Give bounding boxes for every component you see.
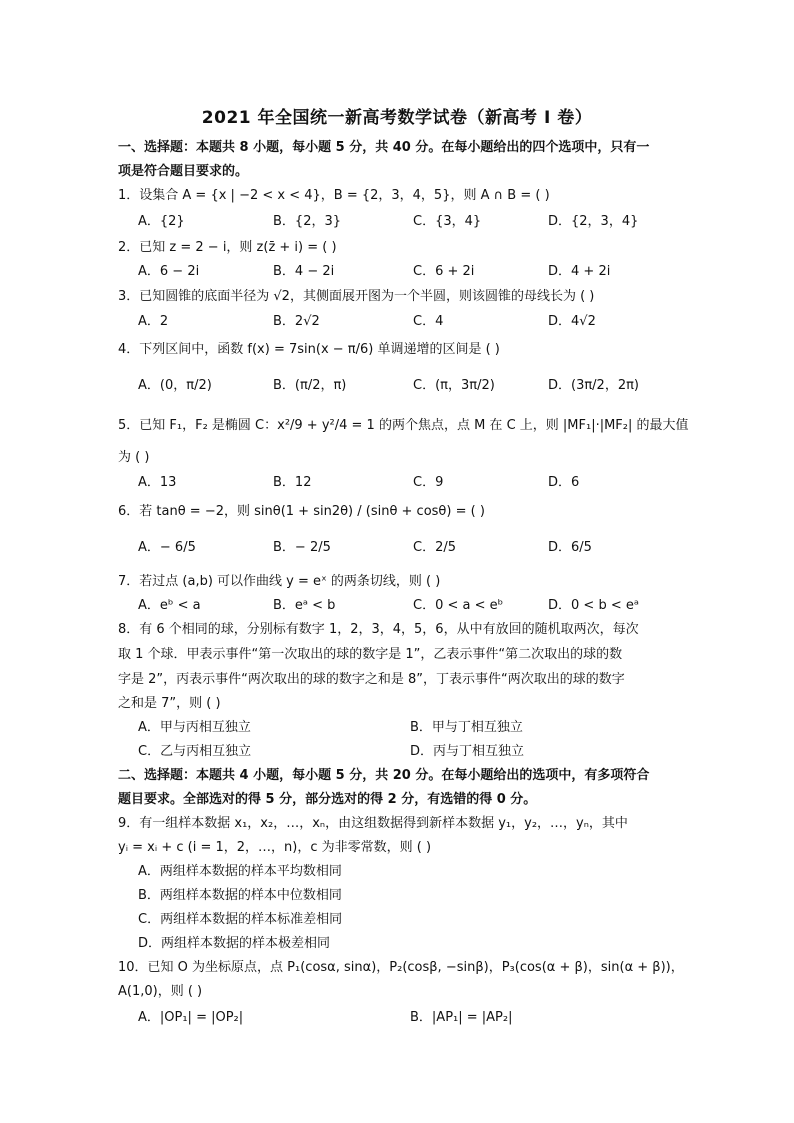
question-8-options-row1 — [138, 716, 678, 736]
question-3-stem: 3．已知圆锥的底面半径为 √2，其侧面展开图为一个半圆，则该圆锥的母线长为 ( ) — [118, 289, 595, 304]
question-7-option-d: D．0 < b < eᵃ — [548, 598, 639, 613]
question-7-stem: 7．若过点 (a,b) 可以作曲线 y = eˣ 的两条切线，则 ( ) — [118, 574, 441, 589]
question-8-stem-line3: 字是 2”，丙表示事件“两次取出的球的数字之和是 8”，丁表示事件“两次取出的球的数字 — [118, 672, 625, 687]
question-8-stem-line2: 取 1 个球．甲表示事件“第一次取出的球的数字是 1”，乙表示事件“第二次取出的球的数 — [118, 647, 623, 662]
question-8-stem-line4: 之和是 7”，则 ( ) — [118, 696, 221, 711]
question-9-option-a: A．两组样本数据的样本平均数相同 — [138, 864, 342, 879]
question-6-stem: 6．若 tanθ = −2，则 sinθ(1 + sin2θ) / (sinθ + cosθ) = ( ) — [118, 504, 485, 519]
question-1-option-d: D．{2，3，4} — [548, 214, 639, 229]
question-10-option-b: B．|AP₁| = |AP₂| — [410, 1010, 513, 1025]
question-8-option-d: D．丙与丁相互独立 — [410, 744, 525, 759]
question-9-option-c: C．两组样本数据的样本标准差相同 — [138, 912, 343, 927]
question-7-option-a: A．eᵇ < a — [138, 598, 201, 613]
question-2-option-a: A．6 − 2i — [138, 264, 200, 279]
question-1-stem: 1．设集合 A = {x | −2 < x < 4}，B = {2，3，4，5}，则 A ∩ B = ( ) — [118, 188, 550, 203]
question-2-option-c: C．6 + 2i — [413, 264, 475, 279]
question-5-option-c: C．9 — [413, 475, 444, 490]
question-5-option-a: A．13 — [138, 475, 177, 490]
question-4-options — [138, 374, 678, 394]
question-3-option-b: B．2√2 — [273, 314, 320, 329]
question-2-option-d: D．4 + 2i — [548, 264, 611, 279]
question-9-stem-line2: yᵢ = xᵢ + c (i = 1，2，…，n)，c 为非零常数，则 ( ) — [118, 840, 432, 855]
question-6-option-b: B．− 2/5 — [273, 540, 331, 555]
question-7-option-c: C．0 < a < eᵇ — [413, 598, 504, 613]
question-4-option-b: B．(π/2，π) — [273, 378, 347, 393]
question-5-options — [138, 471, 678, 491]
section1-heading-line1: 一、选择题：本题共 8 小题，每小题 5 分，共 40 分。在每小题给出的四个选项中，只有一 — [118, 140, 650, 155]
question-10-options — [138, 1006, 678, 1026]
question-10-stem-line1: 10．已知 O 为坐标原点，点 P₁(cosα, sinα)，P₂(cosβ, −sinβ)，P₃(cos(α + β)，sin(α + β))， — [118, 960, 684, 975]
question-6-option-d: D．6/5 — [548, 540, 592, 555]
question-4-option-d: D．(3π/2，2π) — [548, 378, 640, 393]
question-6-option-a: A．− 6/5 — [138, 540, 196, 555]
question-5-stem-line1: 5．已知 F₁，F₂ 是椭圆 C：x²/9 + y²/4 = 1 的两个焦点，点 M 在 C 上，则 |MF₁|·|MF₂| 的最大值 — [118, 418, 689, 433]
question-1-options — [138, 210, 678, 230]
question-2-stem: 2．已知 z = 2 − i，则 z(z̄ + i) = ( ) — [118, 240, 337, 255]
question-2-option-b: B．4 − 2i — [273, 264, 335, 279]
question-10-option-a: A．|OP₁| = |OP₂| — [138, 1010, 244, 1025]
question-3-option-c: C．4 — [413, 314, 444, 329]
question-2-options — [138, 260, 678, 280]
question-4-option-c: C．(π，3π/2) — [413, 378, 495, 393]
question-7-option-b: B．eᵃ < b — [273, 598, 336, 613]
question-10-stem-line2: A(1,0)，则 ( ) — [118, 984, 203, 999]
question-5-option-d: D．6 — [548, 475, 580, 490]
question-7-options — [138, 594, 678, 614]
question-8-option-c: C．乙与丙相互独立 — [138, 744, 252, 759]
question-8-stem-line1: 8．有 6 个相同的球，分别标有数字 1，2，3，4，5，6，从中有放回的随机取两次，每次 — [118, 622, 639, 637]
question-8-option-b: B．甲与丁相互独立 — [410, 720, 523, 735]
question-9-stem-line1: 9．有一组样本数据 x₁，x₂，…，xₙ，由这组数据得到新样本数据 y₁，y₂，…，yₙ，其中 — [118, 816, 628, 831]
exam-title: 2021 年全国统一新高考数学试卷（新高考 I 卷） — [201, 108, 593, 128]
question-5-option-b: B．12 — [273, 475, 312, 490]
question-1-option-a: A．{2} — [138, 214, 185, 229]
question-9-option-d: D．两组样本数据的样本极差相同 — [138, 936, 331, 951]
question-3-options — [138, 310, 678, 330]
question-8-options-row2 — [138, 740, 678, 760]
question-1-option-c: C．{3，4} — [413, 214, 482, 229]
question-8-option-a: A．甲与丙相互独立 — [138, 720, 251, 735]
question-3-option-a: A．2 — [138, 314, 169, 329]
section1-heading-line2: 项是符合题目要求的。 — [118, 164, 249, 179]
section2-heading-line2: 题目要求。全部选对的得 5 分，部分选对的得 2 分，有选错的得 0 分。 — [118, 792, 537, 807]
question-4-stem: 4．下列区间中，函数 f(x) = 7sin(x − π/6) 单调递增的区间是 ( ) — [118, 342, 500, 357]
question-6-options — [138, 536, 678, 556]
question-3-option-d: D．4√2 — [548, 314, 596, 329]
section2-heading-line1: 二、选择题：本题共 4 小题，每小题 5 分，共 20 分。在每小题给出的选项中，有多项符合 — [118, 768, 650, 783]
question-4-option-a: A．(0，π/2) — [138, 378, 212, 393]
question-9-option-b: B．两组样本数据的样本中位数相同 — [138, 888, 342, 903]
question-1-option-b: B．{2，3} — [273, 214, 342, 229]
question-5-stem-line2: 为 ( ) — [118, 450, 150, 465]
question-6-option-c: C．2/5 — [413, 540, 456, 555]
